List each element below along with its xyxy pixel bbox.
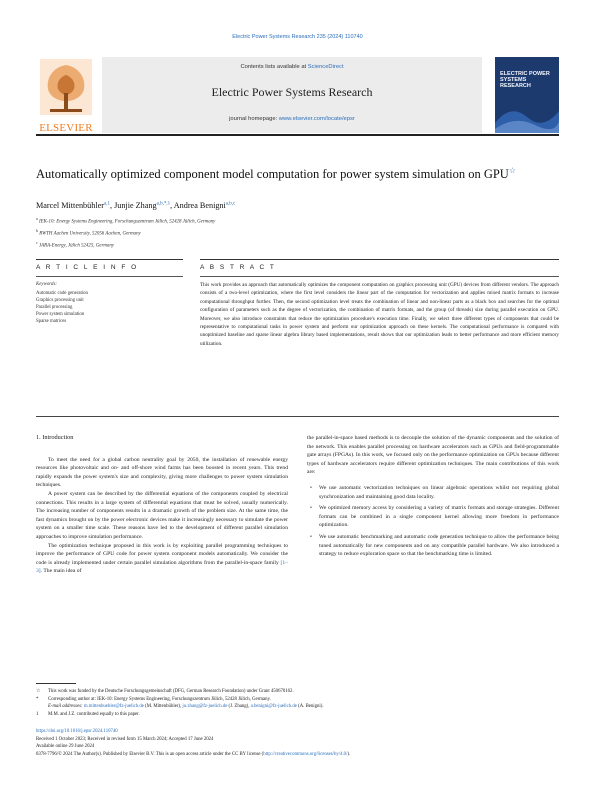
email-link[interactable]: a.benigni@fz-juelich.de bbox=[250, 704, 297, 710]
keyword: Power system simulation bbox=[36, 312, 85, 318]
abstract-heading: A B S T R A C T bbox=[200, 264, 276, 271]
footnote-text: Corresponding author at: IEK-10: Energy Systems Engineering, Forschungszentrum Jülich, 52428 Jülich, Germany. bbox=[48, 696, 271, 702]
publisher-name: ELSEVIER bbox=[39, 122, 93, 134]
homepage-line bbox=[102, 116, 482, 122]
elsevier-logo[interactable] bbox=[36, 57, 96, 133]
abstract-bottom-rule bbox=[36, 416, 559, 417]
license-prefix: 0378-7796/© 2024 The Author(s). Published by Elsevier B.V. This is an open access article under the CC BY license ( bbox=[36, 751, 264, 757]
journal-cover-thumbnail[interactable] bbox=[495, 57, 559, 133]
paragraph-text-tail: . The main idea of bbox=[40, 568, 82, 575]
contents-prefix: Contents lists available at bbox=[240, 64, 307, 70]
footnote-mark: ☆ bbox=[36, 689, 41, 694]
article-title-text: Automatically optimized component model computation for power system simulation on GPU bbox=[36, 167, 509, 182]
email-owner: (A. Benigni). bbox=[298, 704, 324, 710]
footnote-text: This work was funded by the Deutsche Forschungsgemeinschaft (DFG, German Research Foundation) under Grant 450670162. bbox=[48, 689, 294, 694]
sciencedirect-link[interactable]: ScienceDirect bbox=[307, 64, 344, 70]
license-suffix: ). bbox=[347, 751, 351, 757]
homepage-link[interactable]: www.elsevier.com/locate/epsr bbox=[278, 116, 355, 122]
title-footnote-mark[interactable]: ☆ bbox=[508, 166, 517, 175]
body-paragraph bbox=[36, 542, 288, 576]
keyword: Parallel processing bbox=[36, 305, 73, 311]
affiliation-text: RWTH Aachen University, 52056 Aachen, Germany bbox=[39, 231, 141, 237]
doi-link[interactable]: https://doi.org/10.1016/j.epsr.2024.110740 bbox=[36, 729, 118, 734]
article-info-subrule bbox=[36, 276, 183, 277]
cover-title: ELECTRIC POWER SYSTEMS RESEARCH bbox=[500, 71, 550, 89]
citation-link[interactable]: [1–3] bbox=[36, 559, 288, 575]
footnote-mark: 1 bbox=[36, 711, 39, 717]
keywords-label: Keywords: bbox=[36, 282, 58, 287]
section-heading-introduction: 1. Introduction bbox=[36, 434, 74, 441]
footnote bbox=[36, 696, 559, 704]
author-marks: a,b,c bbox=[225, 201, 236, 207]
abstract-rule bbox=[200, 259, 559, 260]
affiliation-text: IEK-10: Energy Systems Engineering, Forschungszentrum Jülich, 52428 Jülich, Germany bbox=[39, 219, 216, 225]
author-list: Marcel Mittenbühler$^{a,1}$, Junjie Zhang$^{a,b,*,1}$, Andrea Benigni$^{a,b,c}$ bbox=[36, 201, 236, 210]
affiliation-list bbox=[36, 215, 559, 251]
footnote-list bbox=[36, 688, 559, 718]
contribution-item: • We optimized memory access by considering a variety of matrix formats and storage strategies. Different formats can be combined in a single component kernel allowing more freedom in performance optimization. bbox=[307, 504, 559, 530]
author-name[interactable]: Andrea Benigni bbox=[173, 201, 226, 210]
affiliation-text: JARA-Energy, Jülich 52425, Germany bbox=[39, 243, 114, 249]
footnote-text: M.M. and J.Z. contributed equally to this paper. bbox=[48, 711, 140, 717]
affiliation bbox=[36, 227, 559, 239]
keyword: Graphics processing unit bbox=[36, 298, 84, 304]
body-column-right bbox=[307, 434, 559, 562]
available-online: Available online 29 June 2024 bbox=[36, 744, 95, 750]
contribution-item: • We use automatic benchmarking and automatic code generation technique to allow the performance being tuned automatically for new components and on any compatible parallel hardware. We also introduced a strategy to reduce exploration space so that the benchmarking time is limited. bbox=[307, 533, 559, 559]
author-name[interactable]: Marcel Mittenbühler bbox=[36, 201, 104, 210]
author-marks: a,b,*,1 bbox=[156, 201, 171, 207]
article-info-rule bbox=[36, 259, 183, 260]
contribution-list bbox=[307, 484, 559, 559]
footnote-mark: * bbox=[36, 696, 39, 702]
affiliation-mark: b bbox=[36, 228, 38, 234]
journal-banner bbox=[102, 57, 482, 133]
contents-line bbox=[102, 64, 482, 70]
journal-header bbox=[36, 57, 559, 133]
journal-name: Electric Power Systems Research bbox=[211, 85, 373, 99]
email-owner: (M. Mittenbühler), bbox=[145, 704, 182, 710]
footnote bbox=[36, 711, 559, 719]
body-column-left bbox=[36, 434, 288, 576]
footnote-rule bbox=[36, 683, 76, 684]
author-name[interactable]: Junjie Zhang bbox=[114, 201, 157, 210]
license-link[interactable]: http://creativecommons.org/licenses/by/4.0/ bbox=[263, 751, 348, 757]
elsevier-tree-icon bbox=[36, 57, 96, 119]
header-rule bbox=[36, 134, 559, 136]
email-link[interactable]: ju.zhang@fz-juelich.de bbox=[182, 704, 228, 710]
affiliation-mark: a bbox=[36, 216, 38, 221]
article-title bbox=[36, 162, 559, 183]
contribution-item: • We use automatic vectorization techniques on linear algebraic operations whilst not requiring global synchronization and maintaining good data locality. bbox=[307, 484, 559, 501]
email-label: E-mail addresses: bbox=[48, 704, 83, 710]
abstract-text: This work provides an approach that automatically optimizes the component computation on graphics processing unit (GPU) devices from different vendors. The approach consists of a two-level optimization, where the first level considers the linear part of the computation for vectorization and applies mixed matrix formats to increase computational throughput further. Then, the second optimization level treats the combination of linear and non-linear parts as a black box and searches for the optimal configuration of parameters such as the degree of vectorization, the combination of matrix formats, and the group (of threads) size during parallel execution on GPU. Moreover, we also introduce constraints that reduce the optimization procedure's execution time. Finally, we select three different types of components that could be representative to computational tasks in power system and perform our optimization approach on these kernels. The computational performance is compared with unoptimized baseline and sparse linear algebra library based implementations, result shows that our optimization leads to better performance and more efficient memory utilization. bbox=[200, 282, 559, 347]
body-paragraph: the parallel-in-space based methods is to decouple the solution of the dynamic components and the solution of the network. This enables parallel processing on hardware accelerators such as GPUs and field-programmable gate arrays (FPGAs). In this work, we focused only on the performance optimization on GPUs because different types of hardware accelerators require different optimization techniques. The main contributions of this work are: bbox=[307, 435, 559, 476]
homepage-prefix: journal homepage: bbox=[229, 116, 278, 122]
publication-info bbox=[36, 728, 559, 758]
received-dates: Received 1 October 2023; Received in revised form 15 March 2024; Accepted 17 June 2024 bbox=[36, 736, 214, 742]
journal-citation[interactable]: Electric Power Systems Research 235 (2024) 110740 bbox=[232, 34, 363, 40]
email-link[interactable]: m.mittenbuehler@fz-juelich.de bbox=[83, 704, 144, 710]
footnote bbox=[36, 688, 559, 696]
email-owner: (J. Zhang), bbox=[228, 704, 250, 710]
paragraph-text: The optimization technique proposed in this work is by exploiting parallel programming techniques to improve the performance of GPU code for power system component models automatically. We consider the code is already implemented under certain parallel simulation algorithms from the parallel-in-space family bbox=[36, 542, 288, 566]
keyword: Sparse matrices bbox=[36, 319, 67, 325]
abstract-subrule bbox=[200, 276, 559, 277]
footnote bbox=[36, 703, 559, 711]
body-paragraph: To meet the need for a global carbon neutrality goal by 2050, the installation of renewable energy resources like photovoltaic and on- and off-shore wind farms has been boosted in recent years. This trend rapidly expands the power system's size and complexity, giving more challenges to power system simulation techniques. bbox=[36, 456, 288, 489]
keyword-list bbox=[36, 290, 183, 325]
body-paragraph: A power system can be described by the differential equations of the components coupled by electrical connections. This results in a large system of differential equations that must be solved, usually numerically. The increasing number of components results in a dramatic growth of the problem size. At the same time, the fast dynamics brought on by the power electronic devices make it increasingly necessary to simulate the power system on a smaller time scale. These reasons have led to the development of different parallel simulation approaches to improve simulation performance. bbox=[36, 490, 288, 540]
license-line bbox=[36, 751, 559, 759]
affiliation-mark: c bbox=[36, 240, 38, 246]
article-info-heading: A R T I C L E I N F O bbox=[36, 264, 139, 271]
author-marks: a,1 bbox=[103, 201, 110, 207]
affiliation bbox=[36, 239, 559, 251]
cover-art-icon bbox=[495, 93, 559, 133]
affiliation bbox=[36, 215, 559, 227]
keyword: Automatic code generation bbox=[36, 291, 88, 296]
